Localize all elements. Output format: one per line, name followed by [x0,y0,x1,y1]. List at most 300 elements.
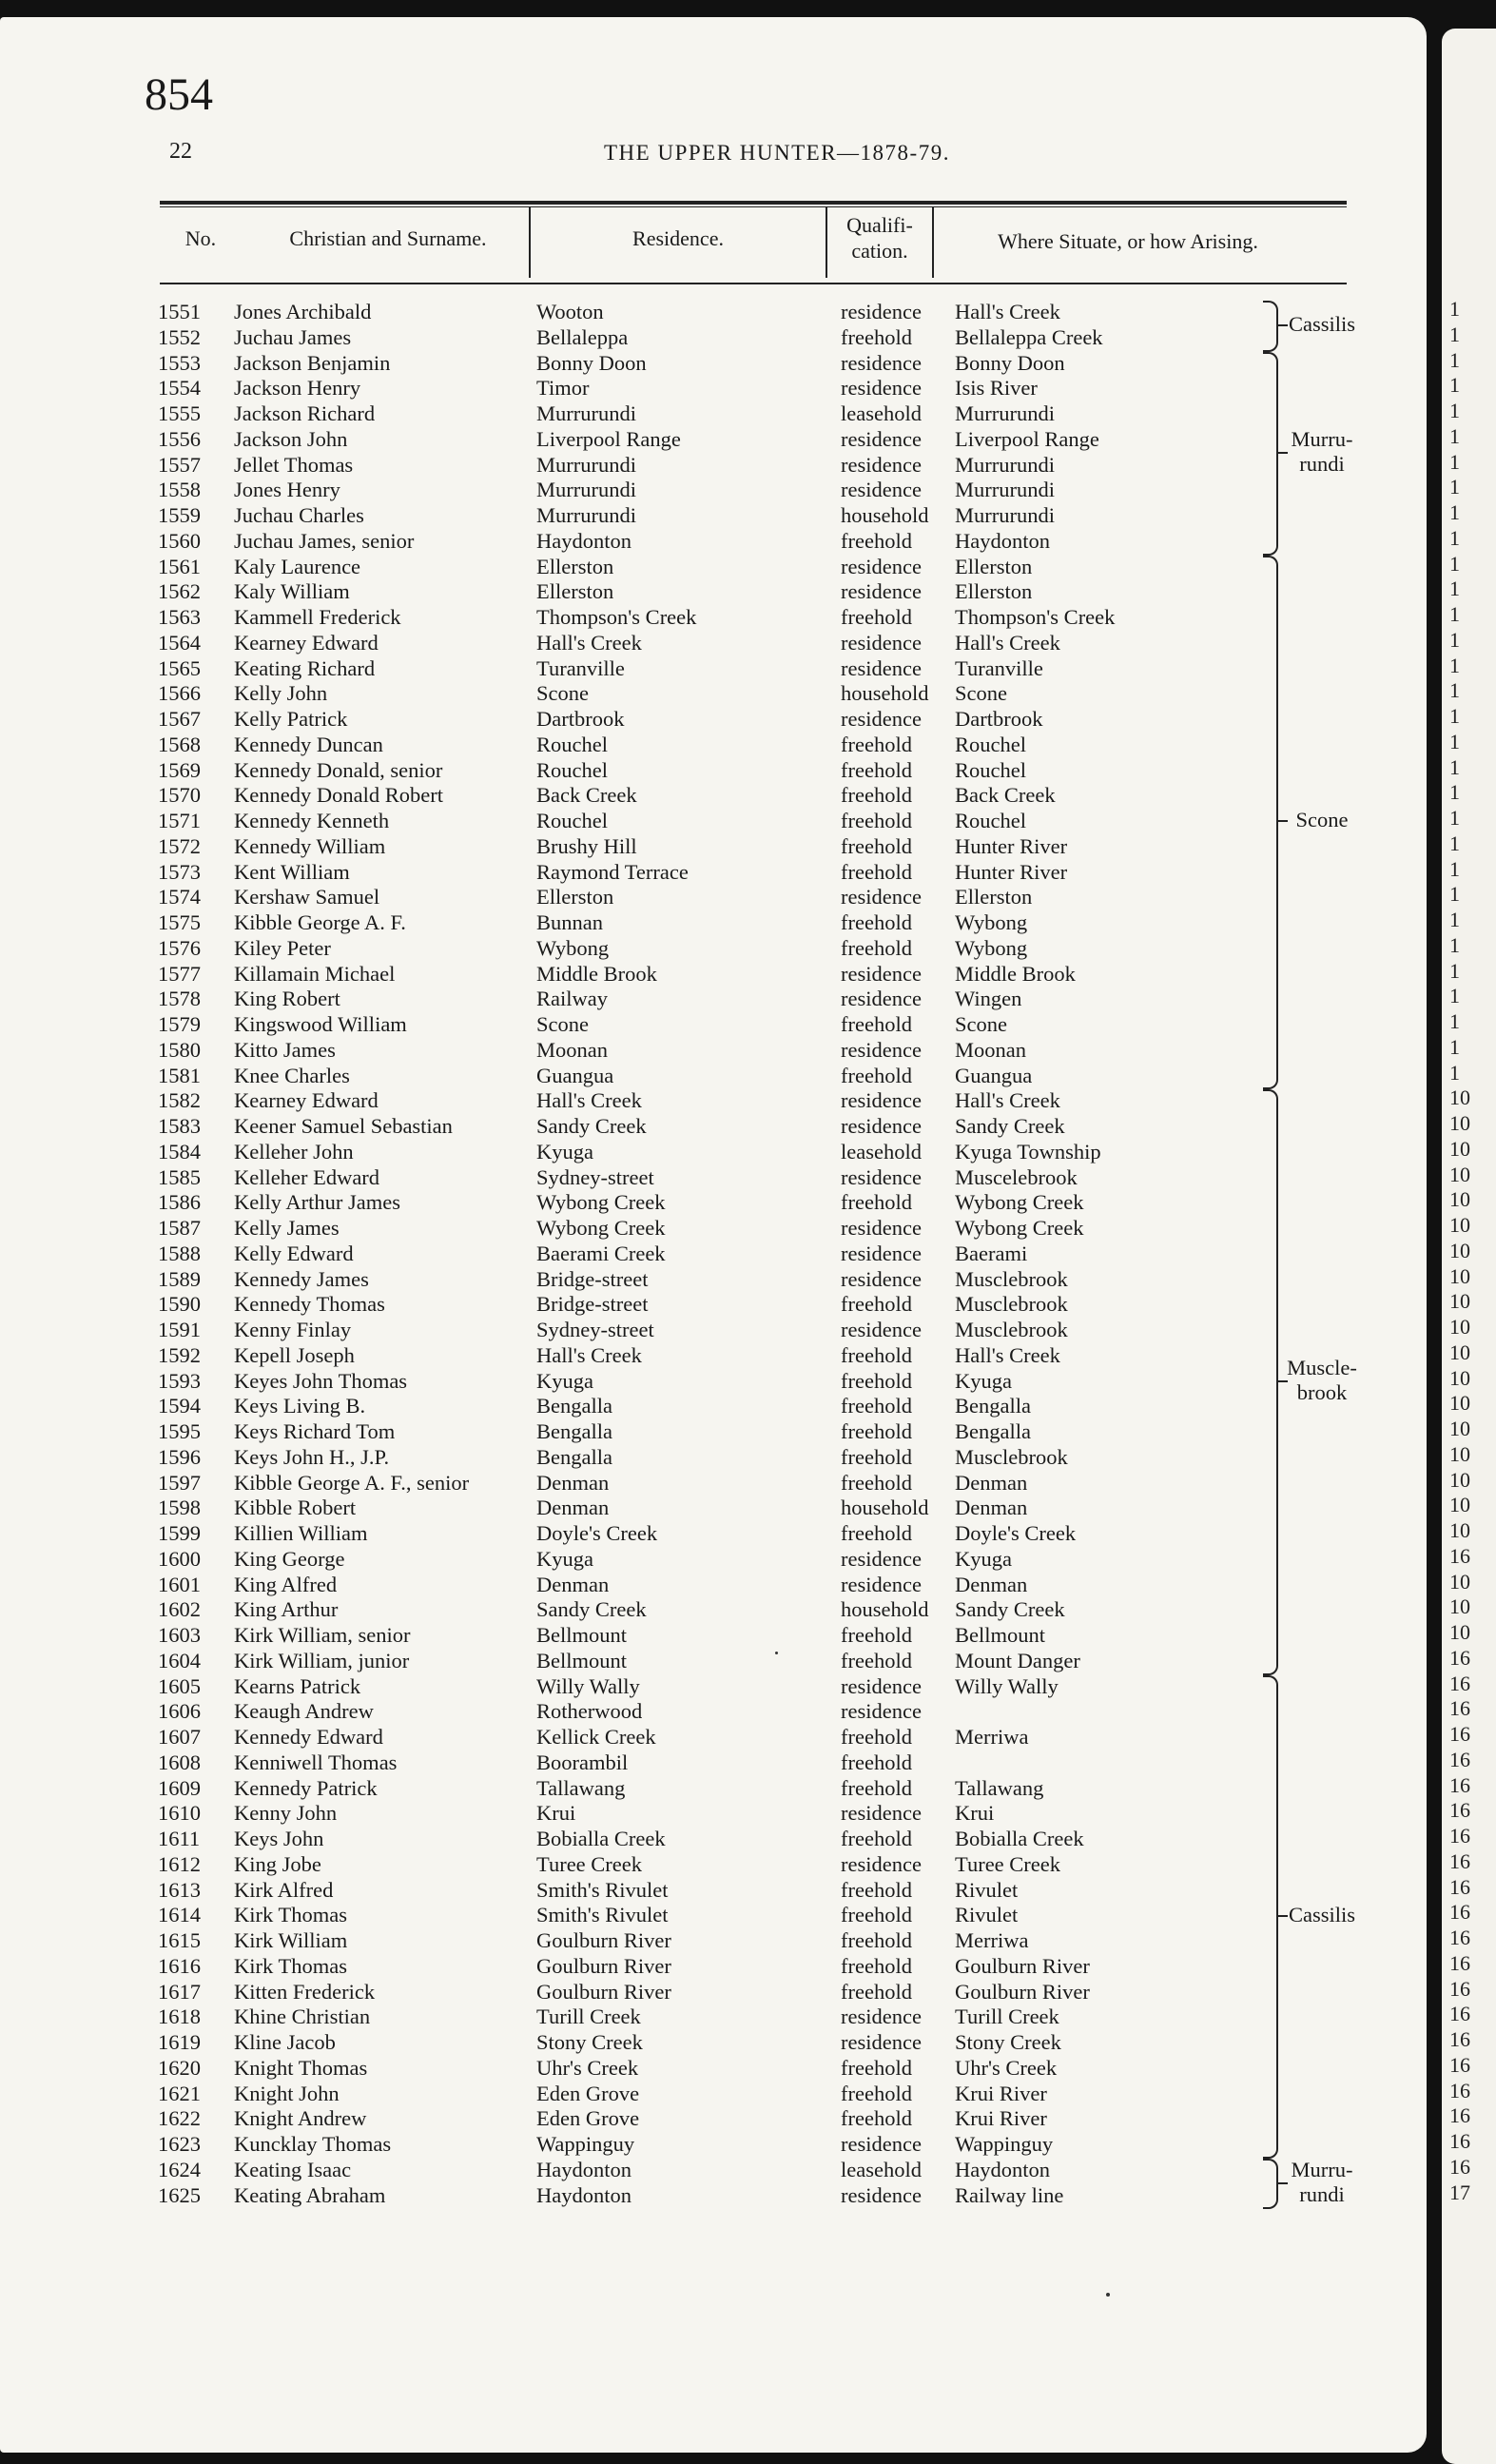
where-situate: Bellmount [955,1623,1045,1647]
residence: Thompson's Creek [536,605,697,629]
entry-number: 1590 [158,1292,201,1317]
page-number: 854 [145,69,213,120]
voter-name: Kennedy Thomas [234,1292,385,1317]
residence: Goulburn River [536,1979,671,2004]
qualification: freehold [841,1190,912,1215]
entry-number: 1558 [158,478,201,502]
residence: Rouchel [536,732,608,756]
next-page-fragment: 1 [1449,882,1460,907]
entry-number: 1598 [158,1496,201,1520]
voter-name: Kennedy Donald, senior [234,757,443,782]
where-situate: Ellerston [955,554,1033,578]
voter-name: Kingswood William [234,1012,407,1036]
where-situate: Wybong Creek [955,1190,1084,1215]
entry-number: 1582 [158,1088,201,1113]
where-situate: Turanville [955,655,1043,680]
entry-number: 1621 [158,2081,201,2105]
where-situate: Scone [955,1012,1007,1036]
entry-number: 1583 [158,1114,201,1138]
next-page-fragment: 1 [1449,475,1460,499]
residence: Scone [536,1012,589,1036]
where-situate: Murrurundi [955,503,1055,527]
district-label: Muscle- brook [1287,1355,1357,1404]
where-situate: Mount Danger [955,1648,1080,1672]
entry-number: 1607 [158,1725,201,1749]
residence: Eden Grove [536,2081,640,2105]
voter-name: Kennedy Patrick [234,1775,378,1800]
qualification: freehold [841,1444,912,1469]
where-situate: Denman [955,1496,1028,1520]
qualification: residence [841,2182,922,2207]
entry-number: 1614 [158,1903,201,1927]
where-situate: Uhr's Creek [955,2055,1058,2080]
residence: Ellerston [536,554,614,578]
voter-name: Keys John [234,1827,324,1850]
entry-number: 1565 [158,655,201,680]
district-label: Murru- rundi [1291,2157,1353,2206]
voter-name: Kennedy Edward [234,1725,383,1749]
entry-number: 1595 [158,1419,201,1443]
column-header-residence: Residence. [632,226,724,250]
qualification: freehold [841,1648,912,1672]
where-situate: Merriwa [955,1928,1029,1952]
entry-number: 1622 [158,2106,201,2131]
entry-number: 1564 [158,630,201,655]
qualification: residence [841,655,922,680]
where-situate: Bonny Doon [955,350,1065,375]
residence: Wooton [536,300,604,323]
residence: Scone [536,681,589,706]
next-page-fragment: 16 [1449,2002,1470,2026]
qualification: residence [841,1037,922,1062]
where-situate: Hall's Creek [955,1088,1060,1113]
qualification: freehold [841,324,912,349]
voter-name: Jackson John [234,426,348,451]
voter-name: Kammell Frederick [234,605,401,629]
where-situate: Wappinguy [955,2132,1054,2156]
residence: Denman [536,1470,610,1495]
qualification: freehold [841,833,912,858]
entry-number: 1573 [158,859,201,884]
residence: Ellerston [536,885,614,909]
voter-name: Kepell Joseph [234,1342,355,1367]
where-situate: Denman [955,1572,1028,1596]
residence: Smith's Rivulet [536,1903,669,1927]
entry-number: 1572 [158,833,201,858]
voter-name: Kibble George A. F. [234,910,406,934]
entry-number: 1552 [158,324,201,349]
where-situate: Goulburn River [955,1953,1090,1978]
residence: Wybong Creek [536,1190,666,1215]
entry-number: 1606 [158,1699,201,1724]
residence: Bellaleppa [536,324,629,349]
qualification: freehold [841,1470,912,1495]
entry-number: 1580 [158,1037,201,1062]
entry-number: 1559 [158,503,201,527]
where-situate: Murrurundi [955,452,1055,477]
residence: Murrurundi [536,452,636,477]
qualification: freehold [841,2106,912,2131]
next-page-fragment: 16 [1449,1543,1470,1568]
residence: Turee Creek [536,1851,643,1876]
entry-number: 1593 [158,1368,201,1393]
entry-number: 1586 [158,1190,201,1215]
qualification: residence [841,1572,922,1596]
residence: Eden Grove [536,2106,640,2131]
qualification: residence [841,1673,922,1698]
next-page-fragment: 16 [1449,2078,1470,2102]
qualification: leasehold [841,401,922,425]
voter-name: Kearney Edward [234,630,379,655]
next-page-fragment: 1 [1449,551,1460,576]
where-situate: Railway line [955,2182,1064,2207]
next-page-fragment: 10 [1449,1441,1470,1466]
where-situate: Musclebrook [955,1292,1068,1317]
residence: Kyuga [536,1546,593,1571]
residence: Bridge-street [536,1292,649,1317]
where-situate: Rouchel [955,732,1026,756]
voter-name: Kelleher John [234,1139,354,1164]
entry-number: 1553 [158,350,201,375]
where-situate: Wybong Creek [955,1216,1084,1240]
where-situate: Bobialla Creek [955,1827,1084,1850]
next-page-fragment: 1 [1449,577,1460,601]
entry-number: 1555 [158,401,201,425]
residence: Murrurundi [536,401,636,425]
voter-name: Kennedy James [234,1266,369,1291]
qualification: residence [841,1318,922,1341]
where-situate: Musclebrook [955,1266,1068,1291]
entry-number: 1562 [158,579,201,604]
where-situate: Turill Creek [955,2004,1059,2029]
voter-name: Kaly Laurence [234,554,361,578]
qualification: freehold [841,1394,912,1418]
residence: Bengalla [536,1394,612,1418]
voter-name: Kaly William [234,579,350,604]
next-page-fragment: 16 [1449,2154,1470,2179]
qualification: residence [841,376,922,401]
next-page-fragment: 16 [1449,1722,1470,1746]
where-situate: Muscelebrook [955,1164,1078,1189]
residence: Guangua [536,1063,614,1087]
residence: Turanville [536,655,625,680]
voter-name: Jackson Benjamin [234,350,391,375]
qualification: freehold [841,1725,912,1749]
voter-name: Juchau James, senior [234,528,415,553]
next-page-fragment: 1 [1449,780,1460,805]
voter-name: Keating Isaac [234,2157,352,2181]
qualification: household [841,1597,929,1622]
entry-number: 1576 [158,935,201,960]
entry-number: 1599 [158,1521,201,1545]
residence: Haydonton [536,2182,631,2207]
next-page-fragment: 1 [1449,806,1460,830]
next-page-fragment: 16 [1449,1798,1470,1823]
qualification: freehold [841,935,912,960]
residence: Rouchel [536,809,608,832]
next-page-fragment: 10 [1449,1162,1470,1186]
voter-name: Kershaw Samuel [234,885,380,909]
voter-name: Kirk William [234,1928,348,1952]
qualification: residence [841,1241,922,1265]
sub-page-number: 22 [169,139,192,164]
where-situate: Krui River [955,2106,1047,2131]
district-brace [1263,2159,1278,2210]
next-page-fragment: 16 [1449,1926,1470,1949]
entry-number: 1594 [158,1394,201,1418]
qualification: freehold [841,605,912,629]
where-situate: Sandy Creek [955,1114,1065,1138]
where-situate: Krui River [955,2081,1047,2105]
where-situate: Hall's Creek [955,630,1060,655]
next-page-fragment: 10 [1449,1213,1470,1237]
next-page-fragment: 10 [1449,1493,1470,1517]
next-page-fragment: 16 [1449,1671,1470,1695]
next-page-fragment: 1 [1449,449,1460,474]
entry-number: 1588 [158,1241,201,1265]
qualification: residence [841,885,922,909]
next-page-fragment: 1 [1449,704,1460,728]
next-page-fragment: 10 [1449,1289,1470,1314]
where-situate: Hall's Creek [955,300,1060,323]
residence: Back Creek [536,783,637,808]
next-page-fragment: 1 [1449,1060,1460,1085]
voter-name: Kuncklay Thomas [234,2132,392,2156]
qualification: freehold [841,1292,912,1317]
voter-name: King Robert [234,987,340,1011]
where-situate: Isis River [955,376,1038,401]
entry-number: 1571 [158,809,201,832]
next-page-fragment: 10 [1449,1467,1470,1492]
entry-number: 1619 [158,2030,201,2054]
residence: Bellmount [536,1648,627,1672]
qualification: freehold [841,732,912,756]
qualification: household [841,503,929,527]
voter-name: Kennedy Donald Robert [234,783,443,808]
voter-name: Kirk Thomas [234,1903,347,1927]
voter-name: Kirk William, junior [234,1648,410,1672]
residence: Bonny Doon [536,350,647,375]
residence: Goulburn River [536,1928,671,1952]
register-page [0,17,1427,2453]
residence: Bunnan [536,910,603,934]
qualification: freehold [841,1342,912,1367]
entry-number: 1625 [158,2182,201,2207]
residence: Bobialla Creek [536,1827,666,1850]
where-situate: Goulburn River [955,1979,1090,2004]
entry-number: 1569 [158,757,201,782]
column-header-name: Christian and Surname. [289,226,487,250]
residence: Bellmount [536,1623,627,1647]
voter-name: Juchau James [234,324,352,349]
voter-name: Kitto James [234,1037,336,1062]
next-page-fragment: 10 [1449,1238,1470,1262]
voter-name: Kent William [234,859,350,884]
where-situate: Hunter River [955,833,1068,858]
entry-number: 1551 [158,300,201,323]
next-page-fragment: 1 [1449,729,1460,753]
residence: Tallawang [536,1775,626,1800]
next-page-fragment: 10 [1449,1569,1470,1594]
voter-name: Kirk Alfred [234,1877,334,1902]
qualification: freehold [841,1063,912,1087]
qualification: residence [841,1164,922,1189]
qualification: freehold [841,1419,912,1443]
entry-number: 1597 [158,1470,201,1495]
residence: Hall's Creek [536,630,642,655]
qualification: freehold [841,2081,912,2105]
next-page-fragment: 1 [1449,322,1460,346]
where-situate: Guangua [955,1063,1033,1087]
next-page-fragment: 10 [1449,1315,1470,1339]
column-header-no: No. [185,226,217,250]
district-brace [1263,1675,1278,2159]
next-page-fragment: 16 [1449,2027,1470,2051]
qualification: residence [841,300,922,323]
column-divider [529,207,531,278]
voter-name: King Arthur [234,1597,339,1622]
where-situate: Haydonton [955,528,1050,553]
where-situate: Stony Creek [955,2030,1061,2054]
next-page-fragment: 10 [1449,1594,1470,1619]
qualification: residence [841,452,922,477]
residence: Bridge-street [536,1266,649,1291]
voter-name: Kennedy Kenneth [234,809,390,832]
voter-name: Keener Samuel Sebastian [234,1114,453,1138]
qualification: household [841,1496,929,1520]
residence: Goulburn River [536,1953,671,1978]
entry-number: 1612 [158,1851,201,1876]
qualification: freehold [841,1903,912,1927]
where-situate: Denman [955,1470,1028,1495]
residence: Krui [536,1801,576,1826]
residence: Doyle's Creek [536,1521,658,1545]
residence: Sydney-street [536,1318,654,1341]
next-page-fragment: 1 [1449,347,1460,372]
district-label: Cassilis [1288,311,1356,336]
residence: Kellick Creek [536,1725,656,1749]
next-page-fragment: 16 [1449,1900,1470,1925]
entry-number: 1589 [158,1266,201,1291]
qualification: freehold [841,1750,912,1774]
next-page-fragment: 1 [1449,1009,1460,1033]
ink-speck [775,1652,778,1654]
where-situate: Rivulet [955,1877,1019,1902]
residence: Dartbrook [536,707,625,731]
column-header-where: Where Situate, or how Arising. [998,229,1258,253]
voter-name: Khine Christian [234,2004,371,2029]
residence: Bengalla [536,1444,612,1469]
qualification: residence [841,630,922,655]
entry-number: 1623 [158,2132,201,2156]
where-situate: Hunter River [955,859,1068,884]
voter-name: Kitten Frederick [234,1979,376,2004]
residence: Kyuga [536,1368,593,1393]
where-situate: Rouchel [955,809,1026,832]
where-situate: Willy Wally [955,1673,1059,1698]
voter-name: Killien William [234,1521,368,1545]
header-rule-thin [160,206,1347,207]
column-divider [826,207,827,278]
entry-number: 1611 [158,1827,201,1850]
qualification: residence [841,1699,922,1724]
residence: Ellerston [536,579,614,604]
where-situate: Liverpool Range [955,426,1099,451]
qualification: residence [841,1088,922,1113]
where-situate: Back Creek [955,783,1056,808]
entry-number: 1618 [158,2004,201,2029]
residence: Sydney-street [536,1164,654,1189]
qualification: residence [841,2030,922,2054]
next-page-fragment: 10 [1449,1391,1470,1416]
voter-name: Keys John H., J.P. [234,1444,390,1469]
qualification: freehold [841,1775,912,1800]
entry-number: 1574 [158,885,201,909]
entry-number: 1603 [158,1623,201,1647]
next-page-fragment: 1 [1449,653,1460,677]
residence: Brushy Hill [536,833,637,858]
entry-number: 1575 [158,910,201,934]
next-page-fragment: 10 [1449,1187,1470,1212]
voter-name: Knight Thomas [234,2055,368,2080]
voter-name: Keys Living B. [234,1394,366,1418]
where-situate: Tallawang [955,1775,1044,1800]
voter-name: Keaugh Andrew [234,1699,374,1724]
next-page-fragment: 1 [1449,678,1460,703]
residence: Willy Wally [536,1673,640,1698]
where-situate: Haydonton [955,2157,1050,2181]
entry-number: 1570 [158,783,201,808]
residence: Smith's Rivulet [536,1877,669,1902]
voter-name: Keating Abraham [234,2182,386,2207]
entry-number: 1596 [158,1444,201,1469]
qualification: residence [841,2132,922,2156]
next-page-fragment: 1 [1449,399,1460,422]
residence: Moonan [536,1037,608,1062]
entry-number: 1585 [158,1164,201,1189]
district-label: Scone [1295,808,1349,832]
next-page-fragment: 1 [1449,627,1460,652]
district-brace [1263,301,1278,352]
entry-number: 1610 [158,1801,201,1826]
qualification: residence [841,707,922,731]
voter-name: Jones Henry [234,478,340,502]
next-page-fragment: 16 [1449,1874,1470,1899]
next-page-fragment: 16 [1449,1645,1470,1670]
qualification: residence [841,961,922,986]
voter-name: Kelly Edward [234,1241,354,1265]
qualification: residence [841,2004,922,2029]
entry-number: 1624 [158,2157,201,2181]
district-label: Murru- rundi [1291,426,1353,476]
next-page-fragment: 10 [1449,1417,1470,1440]
where-situate: Musclebrook [955,1318,1068,1341]
voter-name: Jellet Thomas [234,452,354,477]
where-situate: Middle Brook [955,961,1076,986]
entry-number: 1560 [158,528,201,553]
where-situate: Moonan [955,1037,1026,1062]
voter-name: Jackson Richard [234,401,376,425]
next-page-fragment: 10 [1449,1620,1470,1644]
residence: Denman [536,1496,610,1520]
residence: Raymond Terrace [536,859,689,884]
entry-number: 1617 [158,1979,201,2004]
next-page-fragment: 17 [1449,2180,1470,2204]
qualification: residence [841,1114,922,1138]
entry-number: 1567 [158,707,201,731]
residence: Rotherwood [536,1699,643,1724]
where-situate: Kyuga Township [955,1139,1101,1164]
